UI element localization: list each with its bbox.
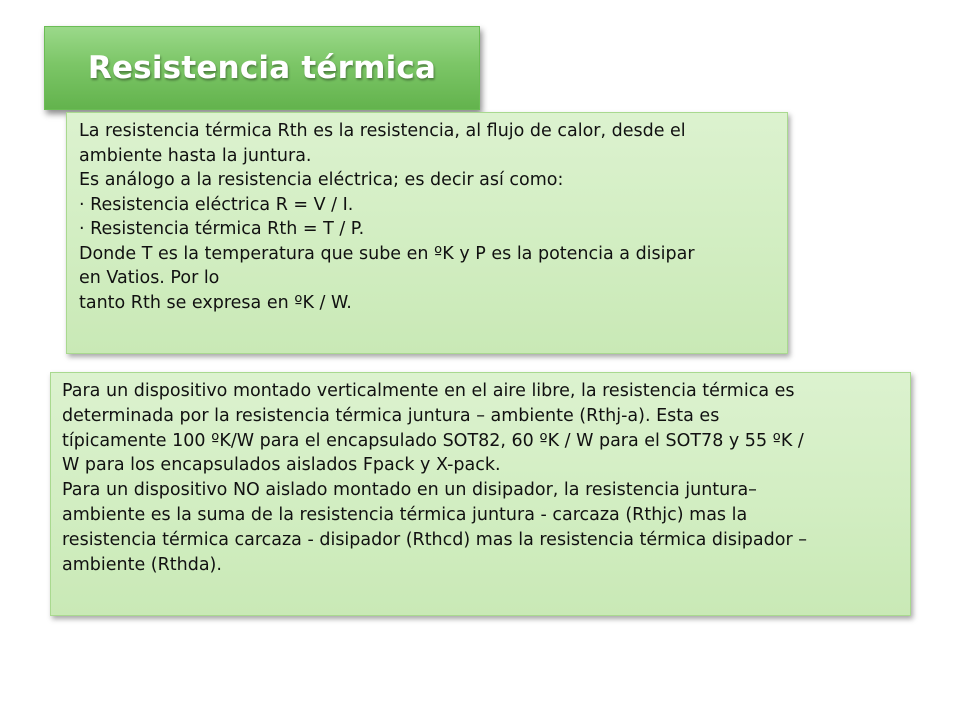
application-line: ambiente (Rthda).: [62, 554, 222, 575]
definition-line: en Vatios. Por lo: [79, 268, 220, 288]
definition-bullet-thermal: · Resistencia térmica Rth = T / P.: [79, 219, 365, 239]
application-line: W para los encapsulados aislados Fpack y X-pack.: [62, 455, 501, 476]
application-line: determinada por la resistencia térmica juntura – ambiente (Rthj-a). Esta es: [62, 405, 720, 426]
application-line: Para un dispositivo NO aislado montado en un disipador, la resistencia juntura–: [62, 480, 757, 501]
definition-line: tanto Rth se expresa en ºK / W.: [79, 292, 352, 313]
definition-line: Donde T es la temperatura que sube en ºK y P es la potencia a disipar: [79, 243, 695, 264]
definition-line: ambiente hasta la juntura.: [79, 145, 312, 166]
application-text-box: [50, 372, 911, 616]
title-banner: [44, 26, 480, 110]
slide-title: Resistencia térmica: [87, 50, 437, 86]
definition-line: La resistencia térmica Rth es la resistencia, al flujo de calor, desde el: [79, 121, 686, 141]
application-line: resistencia térmica carcaza - disipador (Rthcd) mas la resistencia térmica disipador –: [62, 529, 807, 550]
definition-bullet-electrical: · Resistencia eléctrica R = V / I.: [79, 194, 354, 215]
definition-text-box: [66, 112, 788, 354]
application-line: típicamente 100 ºK/W para el encapsulado SOT82, 60 ºK / W para el SOT78 y 55 ºK /: [62, 430, 804, 451]
application-line: ambiente es la suma de la resistencia térmica juntura - carcaza (Rthjc) mas la: [62, 504, 748, 525]
application-line: Para un dispositivo montado verticalmente en el aire libre, la resistencia térmica es: [62, 381, 795, 401]
definition-line: Es análogo a la resistencia eléctrica; es decir así como:: [79, 170, 564, 190]
